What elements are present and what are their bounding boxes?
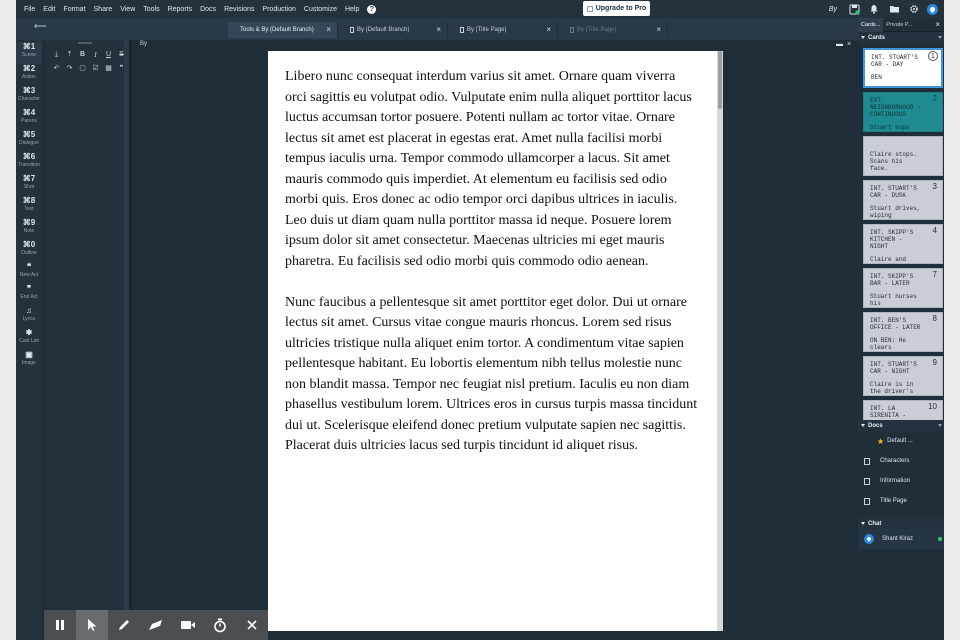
element-action[interactable] — [16, 64, 42, 86]
card-number: 1 — [928, 51, 938, 61]
tab-label: By (Title Page) — [467, 27, 507, 33]
element-label: Transition — [18, 162, 40, 168]
format-toolbar — [46, 40, 124, 612]
tab-cards[interactable]: Cards... — [858, 18, 883, 32]
highlighter-tool-button[interactable] — [140, 610, 172, 640]
index-card[interactable] — [863, 48, 943, 88]
video-camera-icon — [180, 619, 196, 631]
chat-user-avatar — [864, 534, 874, 544]
element-label: New Act — [19, 272, 39, 278]
document-icon — [864, 498, 870, 505]
cards-header-label: Cards — [868, 34, 886, 41]
chat-section — [858, 518, 944, 549]
docs-section — [858, 420, 944, 511]
tab-title-page[interactable] — [448, 22, 558, 38]
element-character[interactable] — [16, 86, 42, 108]
element-text[interactable] — [16, 196, 42, 218]
save-status-icon[interactable] — [847, 2, 861, 16]
card-heading: EXT. NEIGHBORHOOD - CONTINUOUS — [870, 97, 921, 118]
card-heading: INT. LA SIRENITA - — [870, 405, 907, 419]
editor-scrollbar[interactable] — [717, 51, 723, 631]
element-label: Cast List — [19, 338, 39, 344]
element-image[interactable] — [16, 350, 42, 372]
back-arrow-icon[interactable]: ⟵ — [34, 21, 47, 31]
chat-section-header[interactable] — [858, 518, 944, 529]
folder-open-icon[interactable] — [887, 2, 901, 16]
element-shortcut: ⌘0 — [22, 240, 36, 249]
doc-label: Default ... — [887, 438, 913, 444]
app-window — [16, 0, 944, 640]
card-number: 7 — [932, 270, 937, 279]
element-new-act[interactable] — [16, 262, 42, 284]
close-pane-icon[interactable]: × — [847, 41, 852, 48]
bold-icon[interactable]: B — [79, 51, 86, 58]
index-card[interactable] — [863, 92, 943, 132]
tab-label: Tools & By (Default Branch) — [240, 27, 314, 33]
branch-doc-icon — [350, 27, 354, 33]
music-note-icon: ♫ — [26, 306, 32, 315]
toolbar-grip[interactable] — [78, 42, 92, 44]
upgrade-button[interactable] — [583, 1, 650, 16]
collapse-triangle-icon — [861, 522, 865, 525]
upgrade-logo-icon — [587, 6, 593, 12]
element-type-sidebar — [16, 40, 42, 640]
card-number: 9 — [932, 358, 937, 367]
editor-script-label: By — [140, 41, 148, 47]
element-label: Image — [22, 360, 36, 366]
index-card[interactable] — [863, 356, 943, 396]
card-number: 2 — [932, 94, 937, 103]
upload-icon[interactable]: ⤒ — [67, 51, 72, 58]
card-number: 10 — [928, 402, 937, 411]
tab-default-branch[interactable] — [338, 22, 448, 38]
menu-format[interactable]: Format — [63, 5, 86, 13]
page-doc-icon — [460, 27, 464, 33]
menu-help[interactable]: Help — [344, 5, 360, 13]
element-label: Scene — [21, 52, 37, 58]
menu-reports[interactable]: Reports — [167, 5, 193, 13]
card-number: 3 — [932, 182, 937, 191]
close-icon[interactable]: × — [546, 25, 551, 34]
underline-icon[interactable]: U — [105, 51, 112, 58]
tab-private-p[interactable]: Private P... — [886, 21, 913, 28]
element-end-act[interactable] — [16, 284, 42, 306]
pause-icon — [54, 619, 66, 631]
card-body: Claire and — [870, 256, 907, 263]
menu-edit[interactable]: Edit — [43, 5, 56, 13]
card-number: 4 — [932, 226, 937, 235]
chevron-down-icon[interactable] — [938, 36, 942, 39]
new-act-icon: ❝ — [26, 262, 32, 271]
element-label: Text — [24, 206, 34, 212]
format-row-2 — [50, 64, 128, 74]
card-body: Stuart nurses his — [870, 293, 917, 307]
doc-label: Information — [880, 478, 911, 484]
strikethrough-icon[interactable]: S — [119, 51, 124, 58]
document-tab-bar — [16, 18, 858, 40]
element-shortcut: ⌘1 — [22, 42, 36, 51]
cast-list-icon: ✱ — [25, 328, 33, 337]
chat-user-row[interactable] — [858, 529, 944, 549]
index-card[interactable] — [863, 136, 943, 176]
checkbox-icon[interactable]: ☑ — [92, 65, 99, 72]
card-heading: INT. STUART'S CAR - NIGHT — [870, 361, 917, 375]
chevron-down-icon[interactable] — [938, 424, 942, 427]
undo-icon[interactable]: ↶ — [53, 65, 60, 72]
tab-label: By (Default Branch) — [357, 27, 410, 33]
panel-divider-shadow — [129, 40, 132, 640]
italic-icon[interactable]: I — [94, 51, 97, 59]
card-heading: INT. SKIPP'S KITCHEN - NIGHT — [870, 229, 914, 250]
index-card[interactable] — [863, 180, 943, 220]
document-icon — [864, 478, 870, 485]
element-label: Action — [22, 74, 36, 80]
element-shortcut: ⌘8 — [22, 196, 36, 205]
notifications-bell-icon[interactable] — [867, 2, 881, 16]
element-shortcut: ⌘5 — [22, 130, 36, 139]
menu-tools[interactable]: Tools — [143, 5, 160, 13]
doc-label: Title Page — [880, 498, 907, 504]
element-label: Shot — [23, 184, 35, 190]
note-box-icon[interactable]: ▢ — [79, 65, 86, 72]
element-lyrics[interactable] — [16, 306, 42, 328]
chat-header-label: Chat — [868, 520, 882, 527]
menu-view[interactable]: View — [120, 5, 136, 13]
element-shortcut: ⌘4 — [22, 108, 36, 117]
close-icon[interactable]: × — [436, 25, 441, 34]
minimize-icon[interactable]: ▬ — [836, 41, 843, 48]
close-panel-icon[interactable]: × — [935, 20, 940, 29]
cards-section-header[interactable] — [858, 32, 944, 43]
close-icon[interactable]: × — [326, 25, 331, 34]
element-cast-list[interactable] — [16, 328, 42, 350]
download-icon[interactable]: ⤓ — [54, 51, 59, 58]
pen-icon — [117, 618, 131, 632]
online-status-dot — [938, 537, 942, 541]
element-label: Outline — [21, 250, 37, 256]
tab-title-page-inactive[interactable] — [558, 22, 668, 38]
card-body: BEN — [871, 74, 882, 81]
editor-header — [132, 40, 858, 50]
stopwatch-icon — [213, 618, 227, 633]
side-panel — [858, 18, 944, 640]
card-body: Claire is in the driver's — [870, 381, 914, 395]
menu-docs[interactable]: Docs — [200, 5, 217, 13]
doc-item-default[interactable] — [858, 431, 944, 451]
user-avatar[interactable] — [927, 4, 938, 15]
pause-button[interactable] — [44, 610, 76, 640]
menu-right-tools — [829, 0, 944, 18]
menu-revisions[interactable]: Revisions — [224, 5, 255, 13]
index-card[interactable] — [863, 312, 943, 352]
doc-item-information[interactable] — [858, 471, 944, 491]
element-outline[interactable] — [16, 240, 42, 262]
card-body: Stuart drives, wiping — [870, 205, 921, 219]
index-card[interactable] — [863, 268, 943, 308]
script-title-label: By — [828, 5, 837, 13]
docs-section-header[interactable] — [858, 420, 944, 431]
menu-file[interactable]: File — [24, 5, 36, 13]
element-dialogue[interactable] — [16, 130, 42, 152]
index-card[interactable] — [863, 224, 943, 264]
end-act-icon: ❞ — [26, 284, 32, 293]
script-page[interactable] — [268, 51, 717, 631]
card-heading: INT. STUART'S CAR - DUSK — [870, 185, 917, 199]
close-toolbar-button[interactable] — [236, 610, 268, 640]
upgrade-label: Upgrade to Pro — [595, 5, 647, 12]
settings-gear-icon[interactable] — [907, 2, 921, 16]
doc-label: Characters — [880, 458, 910, 464]
highlighter-icon — [148, 618, 164, 632]
help-circle-icon[interactable]: ? — [367, 5, 376, 14]
element-shortcut: ⌘7 — [22, 174, 36, 183]
doc-item-title-page[interactable] — [858, 491, 944, 511]
element-label: Note — [23, 228, 35, 234]
star-icon: ★ — [877, 436, 885, 446]
menu-list — [16, 5, 376, 14]
script-paragraph[interactable]: Libero nunc consequat interdum varius sit amet. Ornare quam viverra orci sagittis eu volutpat odio. Vulputate enim nulla aliquet porttitor lacus luctus accumsan tortor posuere. Potenti nullam ac tortor vitae. Ornare lectus sit amet est placerat in egestas erat. Amet nulla facilisi morbi tempus iaculis urna. Tempor commodo ullamcorper a lacus. Sit amet mauris commodo quis imperdiet. At elementum eu facilisis sed odio morbi quis. Eros donec ac odio tempor orci dapibus ultrices in iaculis. Leo duis ut diam quam nulla porttitor massa id neque. Posuere lorem ipsum dolor sit amet consectetur. Maecenas ultricies mi eget mauris pharetra. Eu facilisis sed odio morbi quis commodo odio aenean. — [285, 69, 692, 269]
element-shortcut: ⌘2 — [22, 64, 36, 73]
element-label: Character — [18, 96, 40, 102]
video-button[interactable] — [172, 610, 204, 640]
docs-header-label: Docs — [868, 422, 883, 429]
menu-bar — [16, 0, 944, 18]
index-cards-list — [858, 43, 944, 421]
chat-user-name: Shant Kiraz — [882, 536, 914, 542]
index-card[interactable] — [863, 400, 943, 421]
panel-tabs — [858, 18, 944, 32]
element-shot[interactable] — [16, 174, 42, 196]
card-number: 8 — [932, 314, 937, 323]
card-body: Stuart hops — [870, 124, 910, 131]
document-icon — [864, 458, 870, 465]
element-shortcut: ⌘6 — [22, 152, 36, 161]
element-label: Lyrics — [22, 316, 36, 322]
close-icon — [246, 619, 258, 631]
element-label: End Act — [20, 294, 38, 300]
format-row-1 — [50, 50, 128, 60]
menu-customize[interactable]: Customize — [303, 5, 337, 13]
collapse-triangle-icon — [861, 36, 865, 39]
scrollbar-thumb[interactable] — [718, 51, 722, 109]
element-shortcut: ⌘3 — [22, 86, 36, 95]
element-label: Parens — [21, 118, 37, 124]
timer-button[interactable] — [204, 610, 236, 640]
element-parens[interactable] — [16, 108, 42, 130]
doc-item-characters[interactable] — [858, 451, 944, 471]
cursor-arrow-icon — [86, 618, 98, 632]
element-note[interactable] — [16, 218, 42, 240]
redo-icon[interactable]: ↷ — [66, 65, 73, 72]
pointer-tool-button[interactable] — [76, 610, 108, 640]
comments-icon[interactable]: ❞ — [119, 65, 124, 72]
card-body: Claire stops. Scans his face. — [870, 151, 917, 172]
collapse-triangle-icon — [861, 424, 865, 427]
card-heading: INT. BEN'S OFFICE - LATER — [870, 317, 921, 331]
card-body: ON BEN: He clears — [870, 337, 907, 351]
element-scene[interactable] — [16, 42, 42, 64]
tab-label: By (Title Page) — [577, 27, 617, 33]
bottom-tool-bar — [44, 610, 268, 640]
script-paragraph[interactable]: Nunc faucibus a pellentesque sit amet porttitor eget dolor. Dui ut ornare lectus sit amet. Cursus vitae congue mauris rhoncus. Lorem sed risus ultricies tristique nulla aliquet enim tortor. A condimentum vitae sapien pellentesque habitant. Eu lobortis elementum nibh tellus molestie nunc non blandit massa. Tempor nec feugiat nisl pretium. Iaculis eu non diam phasellus vestibulum lorem. Ultrices eros in cursus turpis massa tincidunt dui ut. Scelerisque eleifend donec pretium vulputate sapien nec sagittis. Placerat duis ultricies lacus sed turpis tincidunt id aliquet risus. — [285, 294, 698, 453]
menu-share[interactable]: Share — [93, 5, 113, 13]
close-icon[interactable]: × — [656, 25, 661, 34]
pen-tool-button[interactable] — [108, 610, 140, 640]
menu-production[interactable]: Production — [262, 5, 296, 13]
page-doc-icon — [570, 27, 574, 33]
element-shortcut: ⌘9 — [22, 218, 36, 227]
image-icon: ▣ — [25, 350, 33, 359]
card-heading: INT. STUART'S CAR - DAY — [871, 54, 918, 68]
card-heading: INT. SKIPP'S BAR - LATER — [870, 273, 914, 287]
element-transition[interactable] — [16, 152, 42, 174]
calendar-icon[interactable]: ▦ — [105, 65, 112, 72]
element-label: Dialogue — [19, 140, 39, 146]
tab-tools-default-branch[interactable] — [228, 22, 338, 38]
